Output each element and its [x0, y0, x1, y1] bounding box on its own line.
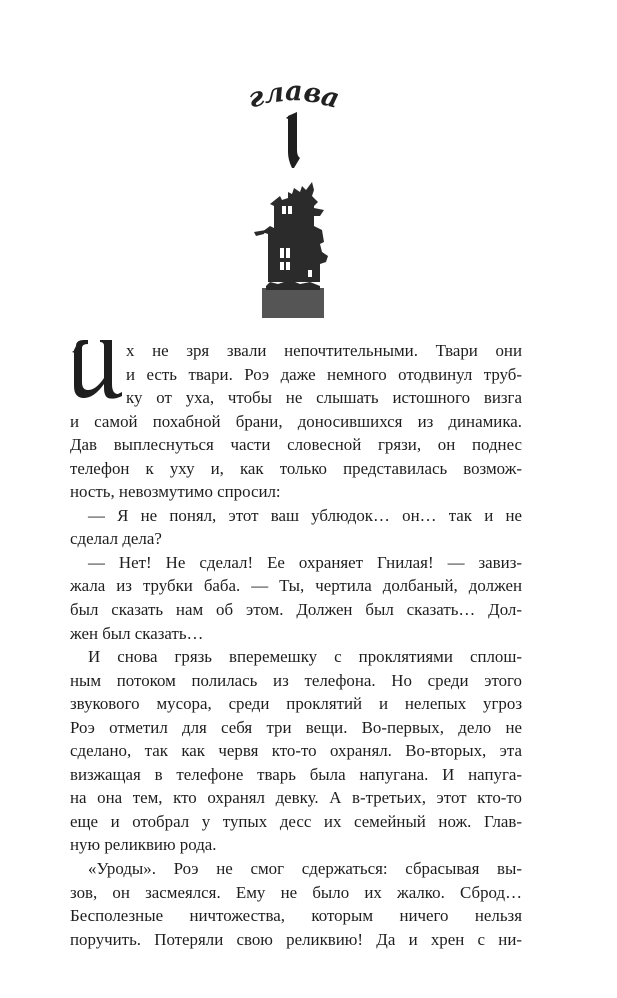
chapter-number	[278, 112, 308, 168]
chapter-heading-letter: а	[285, 76, 303, 107]
text-line: Роэ отметил для себя три вещи. Во-первых, дело не	[70, 717, 522, 737]
chapter-heading-letter: г	[245, 80, 268, 115]
chapter-heading-letter: л	[263, 77, 286, 110]
text-line: ку от уха, чтобы не слышать истошного визга	[126, 388, 522, 408]
castle-illustration	[248, 182, 338, 318]
text-line: ным потоком полилась из телефона. Но среди этого	[70, 670, 522, 690]
text-line: и есть твари. Роэ даже немного отодвинул труб-	[126, 364, 522, 384]
chapter-heading-letter: в	[301, 77, 323, 110]
text-line: визжащая в телефоне тварь была напугана. И напуга-	[70, 764, 522, 784]
text-line: «Уроды». Роэ не смог сдержаться: сбрасывая вы-	[88, 859, 522, 879]
text-line: Бесполезные ничтожества, которым ничего нельзя	[70, 906, 522, 926]
text-line: еще и отобрал у тупых десс их семейный нож. Глав-	[70, 811, 522, 831]
text-line: и самой похабной брани, доносившихся из динамика.	[70, 411, 522, 431]
text-line: сделал дела?	[70, 529, 162, 549]
body-text	[70, 339, 522, 951]
text-line: х не зря звали непочтительными. Твари они	[126, 341, 522, 360]
text-line: — Нет! Не сделал! Ее охраняет Гнилая! — завиз-	[88, 552, 522, 572]
text-line: звукового мусора, среди проклятий и нелепых угроз	[70, 694, 522, 714]
text-line: — Я не понял, этот ваш ублюдок… он… так и не	[88, 505, 522, 525]
text-line: был сказать нам об этом. Должен был сказать… Дол-	[70, 600, 522, 620]
text-line: сделано, так как червя кто-то охранял. Во-вторых, эта	[70, 741, 522, 761]
text-line: жен был сказать…	[70, 623, 204, 643]
text-line: зов, он засмеялся. Ему не было их жалко. Сброд…	[70, 882, 522, 902]
text-line: Дав выплеснуться части словесной грязи, он поднес	[70, 435, 522, 455]
text-line: на она тем, кто охранял девку. А в-третьих, этот кто-то	[70, 788, 522, 808]
text-line: ность, невозмутимо спросил:	[70, 482, 281, 502]
text-line: телефон к уху и, как только представилась возмож-	[70, 458, 522, 478]
chapter-heading-letter: а	[318, 80, 343, 115]
text-line: поручить. Потеряли свою реликвию! Да и хрен с ни-	[70, 929, 522, 949]
text-line: И снова грязь вперемешку с проклятиями сплош-	[88, 647, 522, 667]
text-line: жала из трубки баба. — Ты, чертила долбаный, должен	[70, 576, 522, 596]
text-line: ную реликвию рода.	[70, 835, 217, 855]
